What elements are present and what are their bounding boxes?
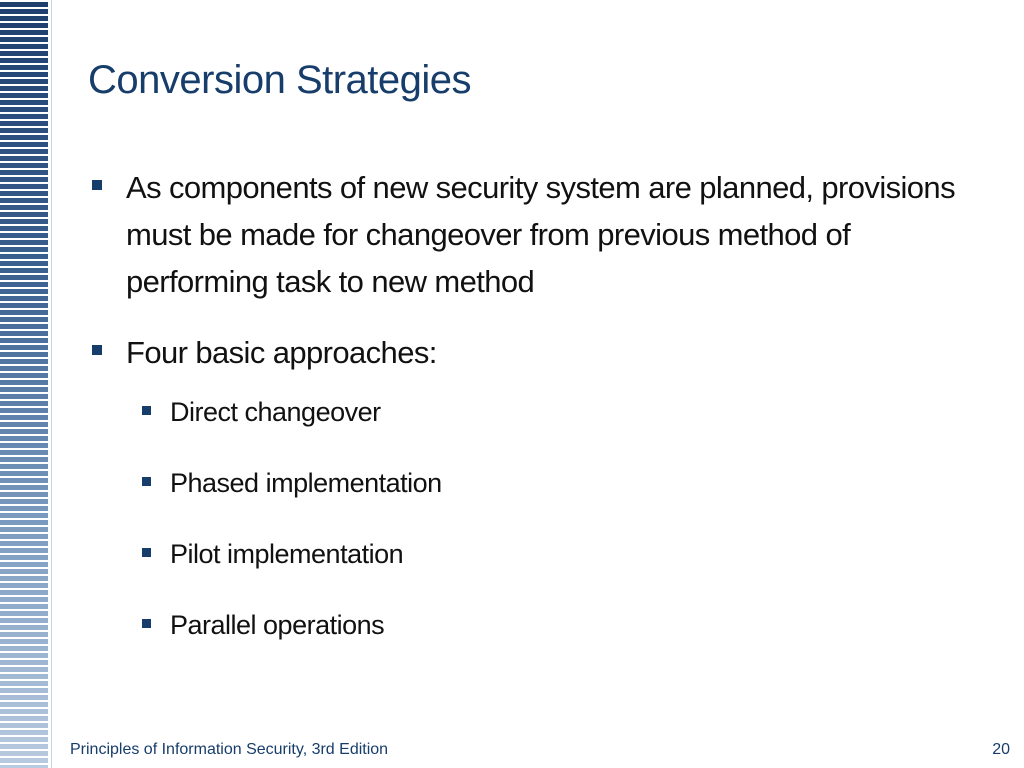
bullet-item [88, 164, 968, 305]
footer-book-title: Principles of Information Security, 3rd Edition [70, 741, 389, 758]
sub-bullet-item [88, 463, 968, 503]
square-bullet-icon [142, 406, 151, 415]
square-bullet-icon [142, 477, 151, 486]
sidebar-stripes [0, 0, 48, 768]
sub-bullet-item [88, 392, 968, 432]
square-bullet-icon [142, 548, 151, 557]
square-bullet-icon [142, 619, 151, 628]
square-bullet-icon [92, 180, 102, 190]
square-bullet-icon [92, 345, 102, 355]
slide-content [88, 164, 968, 676]
slide-title: Conversion Strategies [88, 58, 472, 102]
sub-bullet-text: Phased implementation [170, 468, 442, 498]
page-number: 20 [992, 741, 1010, 758]
sub-bullet-item [88, 534, 968, 574]
bullet-text: Four basic approaches: [126, 335, 437, 370]
sub-bullet-text: Parallel operations [170, 610, 385, 640]
sub-bullet-item [88, 605, 968, 645]
sub-bullet-text: Pilot implementation [170, 539, 404, 569]
bullet-item [88, 329, 968, 376]
sub-bullet-list [88, 392, 968, 645]
bullet-text: As components of new security system are planned, provisions must be made for changeover from previous method of performing task to new method [126, 170, 955, 299]
sub-bullet-text: Direct changeover [170, 397, 381, 427]
sidebar-divider [51, 0, 52, 768]
